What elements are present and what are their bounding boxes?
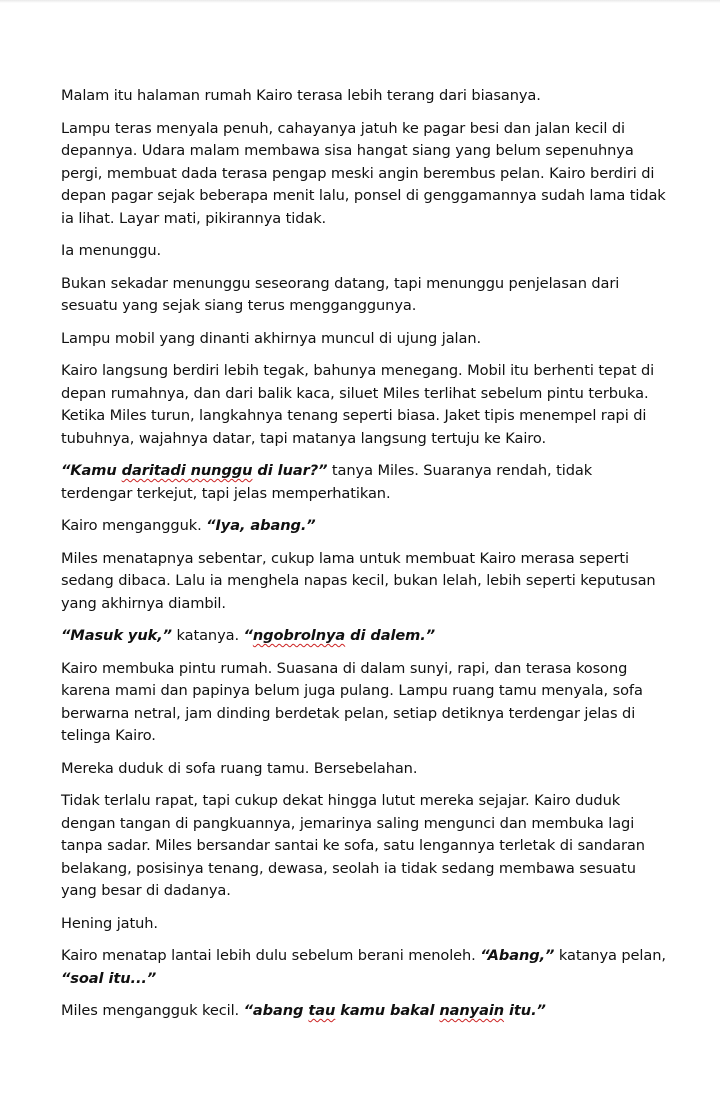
dialogue-quote: “Abang,” [480, 947, 555, 964]
dialogue-quote: “soal itu...” [61, 969, 157, 987]
spellcheck-underlined-word: tau [308, 1002, 336, 1019]
paragraph-5: Lampu mobil yang dinanti akhirnya muncul di ujung jalan. [61, 329, 482, 347]
paragraph-11: Kairo membuka pintu rumah. Suasana di dalam sunyi, rapi, dan terasa kosong karena mami dan papinya belum juga pulang. Lampu ruang tamu menyala, sofa berwarna netral, jam dinding berdetak pelan, setiap detiknya terdengar jelas di telinga Kairo. [61, 659, 643, 744]
quote-text: “abang [243, 1002, 309, 1019]
paragraph-6: Kairo langsung berdiri lebih tegak, bahunya menegang. Mobil itu berhenti tepat di depan rumahnya, dan dari balik kaca, siluet Miles terlihat sebelum pintu terbuka. Ketika Miles turun, langkahnya tenang seperti biasa. Jaket tipis menempel rapi di tubuhnya, wajahnya datar, tapi matanya langsung tertuju ke Kairo. [61, 362, 655, 447]
page-top-edge [0, 0, 720, 3]
paragraph-2: Lampu teras menyala penuh, cahayanya jatuh ke pagar besi dan jalan kecil di depannya. Udara malam membawa sisa hangat siang yang belum sepenuhnya pergi, membuat dada terasa pengap meski angin berembus pelan. Kairo berdiri di depan pagar sejak beberapa menit lalu, ponsel di genggamannya sudah lama tidak ia lihat. Layar mati, pikirannya tidak. [61, 119, 666, 227]
paragraph-9: Miles menatapnya sebentar, cukup lama untuk membuat Kairo merasa seperti sedang dibaca. Lalu ia menghela napas kecil, bukan lelah, lebih seperti keputusan yang akhirnya diambil. [61, 549, 656, 612]
narration-text: Kairo mengangguk. [61, 517, 207, 534]
paragraph-4: Bukan sekadar menunggu seseorang datang, tapi menunggu penjelasan dari sesuatu yang sejak siang terus mengganggunya. [61, 274, 620, 314]
document-page [61, 85, 666, 1033]
paragraph-14: Hening jatuh. [61, 914, 158, 932]
dialogue-quote: “Masuk yuk,” [61, 627, 172, 644]
dialogue-quote [61, 462, 327, 479]
paragraph-10 [61, 625, 666, 648]
paragraph-7 [61, 460, 666, 505]
quote-text: di dalem.” [345, 627, 436, 644]
dialogue-quote: “Iya, abang.” [206, 517, 316, 534]
narration-text: Kairo menatap lantai lebih dulu sebelum berani menoleh. [61, 947, 481, 964]
paragraph-8 [61, 515, 666, 538]
paragraph-1: Malam itu halaman rumah Kairo terasa lebih terang dari biasanya. [61, 87, 541, 104]
dialogue-quote [244, 627, 435, 644]
quote-text: itu.” [504, 1002, 546, 1019]
narration-text: tanya Miles. Suaranya rendah, tidak terdengar terkejut, tapi jelas memperhatikan. [61, 462, 593, 502]
dialogue-quote [244, 1002, 546, 1019]
narration-text: katanya pelan, [554, 947, 666, 964]
spellcheck-underlined-word: nanyain [439, 1002, 505, 1019]
paragraph-3: Ia menunggu. [61, 242, 162, 259]
paragraph-16 [61, 1000, 666, 1023]
paragraph-12: Mereka duduk di sofa ruang tamu. Bersebelahan. [61, 759, 418, 777]
spellcheck-underlined-word: daritadi nunggu [121, 462, 253, 479]
paragraph-13: Tidak terlalu rapat, tapi cukup dekat hingga lutut mereka sejajar. Kairo duduk dengan tangan di pangkuannya, jemarinya saling mengunci dan membuka lagi tanpa sadar. Miles bersandar santai ke sofa, satu lengannya terletak di sandaran belakang, posisinya tenang, dewasa, seolah ia tidak sedang membawa sesuatu yang besar di dadanya. [61, 792, 645, 899]
quote-text: di luar?” [252, 462, 328, 479]
quote-text: “ [243, 627, 253, 644]
narration-text: katanya. [171, 627, 244, 644]
paragraph-15 [61, 945, 666, 990]
quote-text: kamu bakal [335, 1002, 440, 1019]
narration-text: Miles mengangguk kecil. [61, 1002, 244, 1019]
spellcheck-underlined-word: ngobrolnya [252, 627, 346, 644]
quote-text: “Kamu [61, 462, 122, 479]
